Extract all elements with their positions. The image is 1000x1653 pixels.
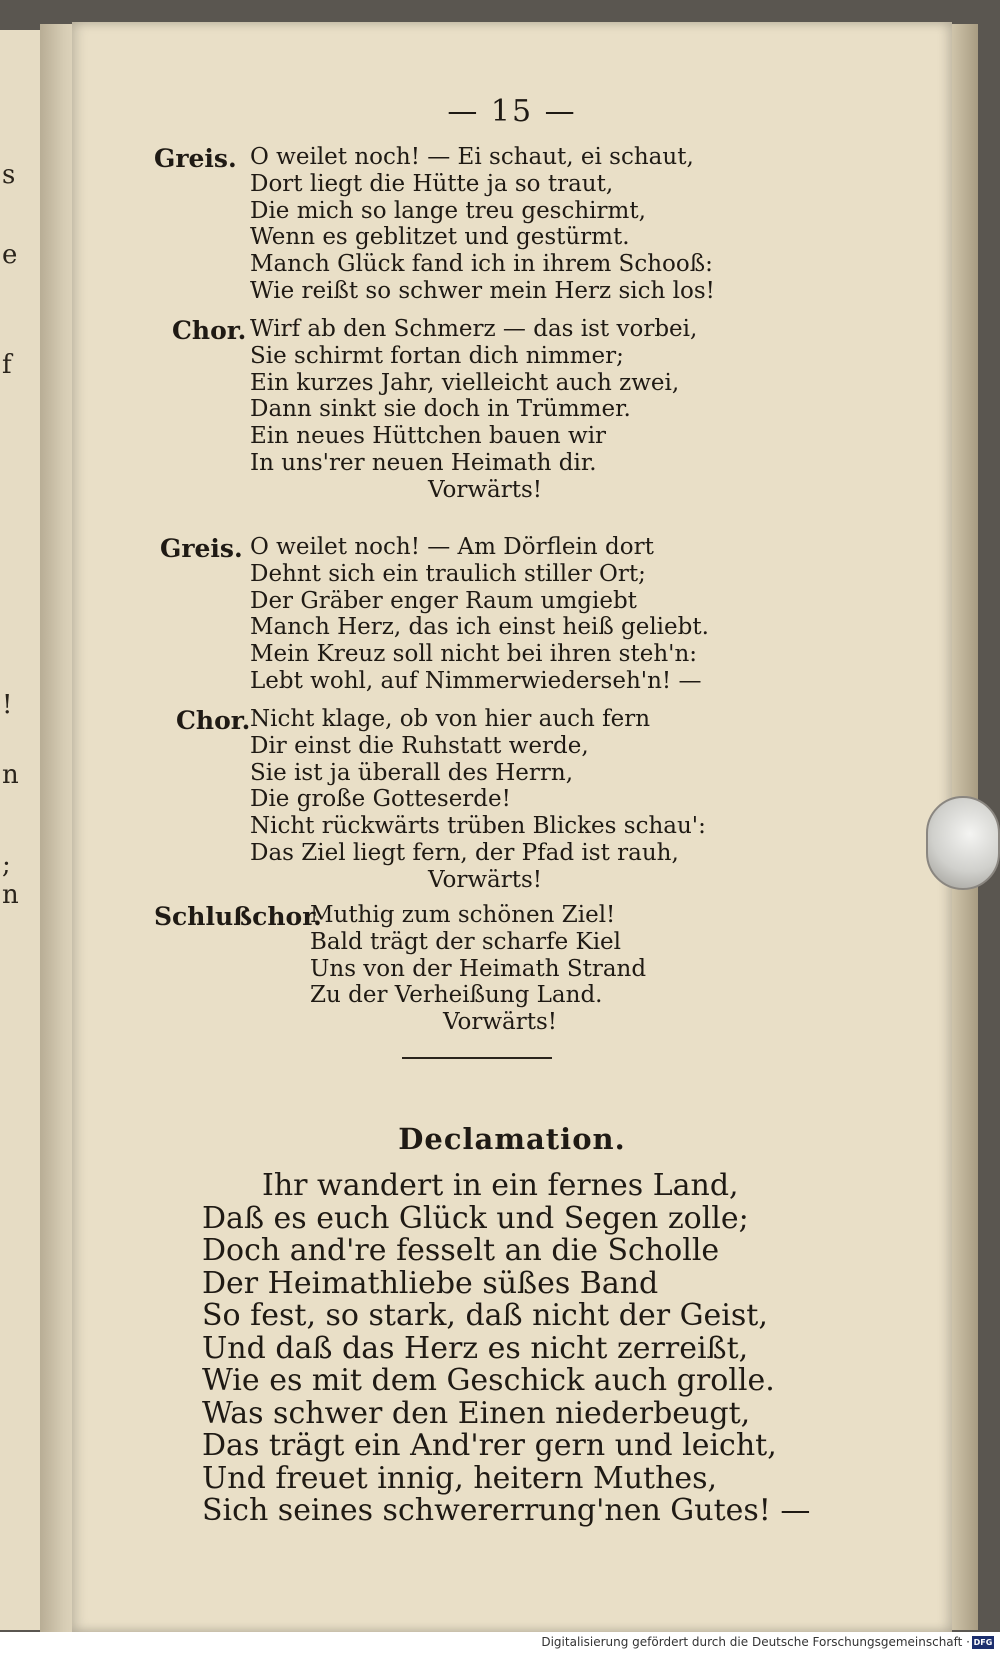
poem-line: So fest, so stark, daß nicht der Geist,	[202, 1298, 768, 1333]
poem-line: Der Heimathliebe süßes Band	[202, 1265, 659, 1301]
verse-line: Nicht klage, ob von hier auch fern	[250, 706, 651, 732]
funding-notice: Digitalisierung gefördert durch die Deutsche Forschungsgemeinschaft ·	[541, 1635, 970, 1649]
verse-line: Dehnt sich ein traulich stiller Ort;	[250, 560, 646, 587]
page-number: — 15 —	[447, 94, 577, 129]
dfg-logo-icon: DFG	[973, 1638, 993, 1647]
poem-line: Ihr wandert in ein fernes Land,	[262, 1168, 739, 1203]
verse-line: Sie schirmt fortan dich nimmer;	[250, 342, 624, 369]
book-page	[72, 22, 952, 1632]
poem-line: Und daß das Herz es nicht zerreißt,	[202, 1330, 749, 1366]
verse-line: Ein neues Hüttchen bauen wir	[250, 423, 607, 450]
poem-line: Wie es mit dem Geschick auch grolle.	[202, 1363, 775, 1398]
verse-lines	[250, 706, 720, 894]
verse-line: O weilet noch! — Am Dörflein dort	[250, 534, 654, 560]
verse-line: Mein Kreuz soll nicht bei ihren steh'n:	[250, 641, 698, 668]
poem-line: Das trägt ein And'rer gern und leicht,	[202, 1428, 777, 1463]
verse-lines	[250, 534, 709, 695]
verse-line: Der Gräber enger Raum umgiebt	[250, 587, 637, 614]
verse-line: Dort liegt die Hütte ja so traut,	[250, 170, 614, 197]
left-page-fragment: e	[2, 240, 18, 270]
page-clip	[926, 796, 1000, 890]
verse-line: Manch Herz, das ich einst heiß geliebt.	[250, 614, 709, 641]
left-page-fragment: n	[2, 760, 19, 790]
verse-line: Wie reißt so schwer mein Herz sich los!	[250, 277, 715, 304]
verse-line: Lebt wohl, auf Nimmerwiederseh'n! —	[250, 667, 702, 694]
left-page-fragment: ;	[2, 850, 11, 880]
verse-line: Bald trägt der scharfe Kiel	[310, 928, 622, 955]
poem-line: Sich seines schwererrung'nen Gutes! —	[202, 1493, 811, 1528]
left-page-fragment: s	[2, 160, 16, 190]
verse-lines	[250, 316, 720, 504]
verse-line: Zu der Verheißung Land.	[310, 982, 603, 1009]
verse-closing: Vorwärts!	[442, 1009, 558, 1036]
verse-line: Nicht rückwärts trüben Blickes schau':	[250, 813, 706, 840]
speaker-label: Greis.	[160, 534, 243, 563]
left-page-fragment: f	[2, 350, 12, 380]
speaker-label: Greis.	[154, 144, 237, 173]
verse-line: Wenn es geblitzet und gestürmt.	[250, 224, 630, 251]
poem-line: Und freuet innig, heitern Muthes,	[202, 1460, 718, 1496]
speaker-label: Schlußchor.	[154, 902, 322, 931]
verse-line: Muthig zum schönen Ziel!	[310, 902, 616, 928]
verse-line: Das Ziel liegt fern, der Pfad ist rauh,	[250, 839, 679, 866]
verse-lines	[250, 144, 715, 305]
verse-line: Sie ist ja überall des Herrn,	[250, 759, 574, 786]
left-page-fragment: n	[2, 880, 19, 910]
poem-line: Was schwer den Einen niederbeugt,	[202, 1395, 751, 1431]
declamation-poem	[202, 1170, 810, 1528]
verse-line: Uns von der Heimath Strand	[310, 955, 647, 982]
verse-line: Ein kurzes Jahr, vielleicht auch zwei,	[250, 369, 680, 396]
speaker-label: Chor.	[176, 706, 251, 735]
section-divider	[402, 1057, 552, 1059]
verse-line: Die große Gotteserde!	[250, 786, 511, 813]
verse-line: Die mich so lange treu geschirmt,	[250, 197, 646, 224]
poem-line: Doch and're fesselt an die Scholle	[202, 1233, 720, 1268]
verse-closing: Vorwärts!	[427, 866, 543, 893]
section-title: Declamation.	[398, 1122, 626, 1156]
verse-line: Manch Glück fand ich in ihrem Schooß:	[250, 251, 713, 278]
verse-line: Wirf ab den Schmerz — das ist vorbei,	[250, 316, 698, 342]
left-page-fragment: !	[2, 690, 13, 720]
speaker-label: Chor.	[172, 316, 247, 345]
verse-closing: Vorwärts!	[427, 476, 543, 503]
verse-line: O weilet noch! — Ei schaut, ei schaut,	[250, 144, 694, 170]
verse-line: Dann sinkt sie doch in Trümmer.	[250, 396, 631, 423]
poem-line: Daß es euch Glück und Segen zolle;	[202, 1200, 749, 1236]
verse-line: Dir einst die Ruhstatt werde,	[250, 732, 589, 759]
verse-line: In uns'rer neuen Heimath dir.	[250, 449, 597, 476]
verse-lines	[310, 902, 690, 1036]
